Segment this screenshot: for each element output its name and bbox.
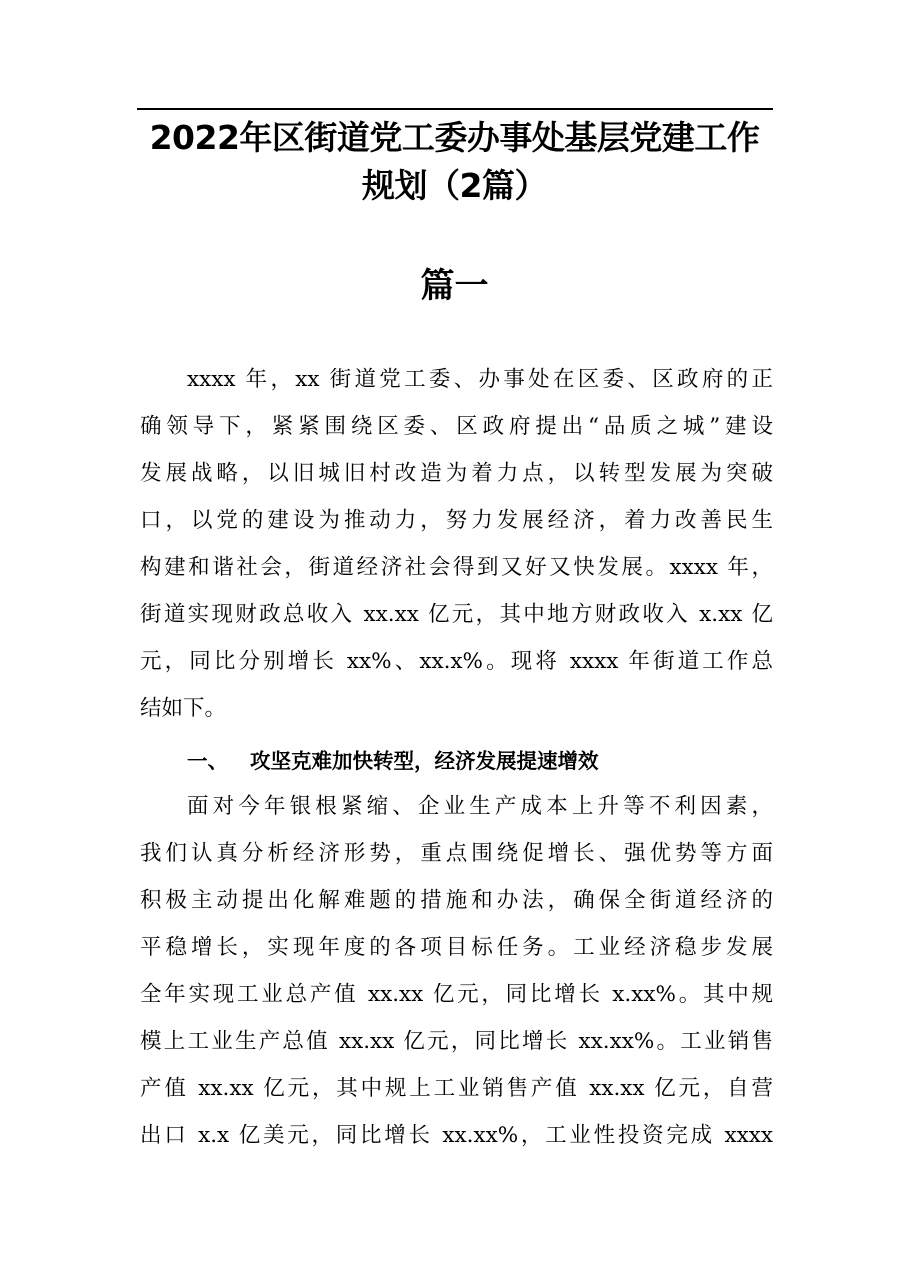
paragraph-line: 面对今年银根紧缩、企业生产成本上升等不利因素， bbox=[187, 794, 773, 819]
title-top-rule bbox=[137, 108, 773, 110]
paragraph-line: 元，同比分别增长 xx%、xx.x%。现将 xxxx 年街道工作总 bbox=[140, 649, 773, 674]
subheading-1 bbox=[187, 738, 599, 785]
paragraph-line: 街道实现财政总收入 xx.xx 亿元，其中地方财政收入 x.xx 亿 bbox=[140, 602, 773, 627]
paragraph-line: 结如下。 bbox=[140, 696, 227, 721]
paragraph-line: xxxx 年，xx 街道党工委、办事处在区委、区政府的正 bbox=[187, 367, 773, 392]
paragraph-line: 口，以党的建设为推动力，努力发展经济，着力改善民生 bbox=[140, 508, 773, 533]
document-title-line-1: 2022年区街道党工委办事处基层党建工作 bbox=[149, 118, 760, 157]
subheading-number: 一、 bbox=[187, 749, 228, 773]
paragraph-line: 我们认真分析经济形势，重点围绕促增长、强优势等方面 bbox=[140, 841, 773, 866]
paragraph-line: 发展战略，以旧城旧村改造为着力点，以转型发展为突破 bbox=[140, 461, 773, 486]
paragraph-1 bbox=[140, 356, 773, 732]
paragraph-line: 平稳增长，实现年度的各项目标任务。工业经济稳步发展 bbox=[140, 935, 773, 960]
subheading-text: 攻坚克难加快转型，经济发展提速增效 bbox=[250, 749, 599, 773]
paragraph-line: 出口 x.x 亿美元，同比增长 xx.xx%，工业性投资完成 xxxx bbox=[140, 1123, 773, 1148]
section-heading: 篇一 bbox=[420, 266, 489, 306]
document-title bbox=[100, 114, 809, 210]
paragraph-line: 确领导下，紧紧围绕区委、区政府提出“品质之城”建设 bbox=[140, 414, 773, 439]
paragraph-line: 全年实现工业总产值 xx.xx 亿元，同比增长 x.xx%。其中规 bbox=[140, 982, 773, 1007]
paragraph-line: 模上工业生产总值 xx.xx 亿元，同比增长 xx.xx%。工业销售 bbox=[140, 1029, 773, 1054]
document-title-line-2: 规划（2篇） bbox=[362, 166, 547, 205]
paragraph-2 bbox=[140, 783, 773, 1159]
paragraph-line: 构建和谐社会，街道经济社会得到又好又快发展。xxxx 年， bbox=[140, 555, 773, 580]
paragraph-line: 产值 xx.xx 亿元，其中规上工业销售产值 xx.xx 亿元，自营 bbox=[140, 1076, 773, 1101]
paragraph-line: 积极主动提出化解难题的措施和办法，确保全街道经济的 bbox=[140, 888, 773, 913]
